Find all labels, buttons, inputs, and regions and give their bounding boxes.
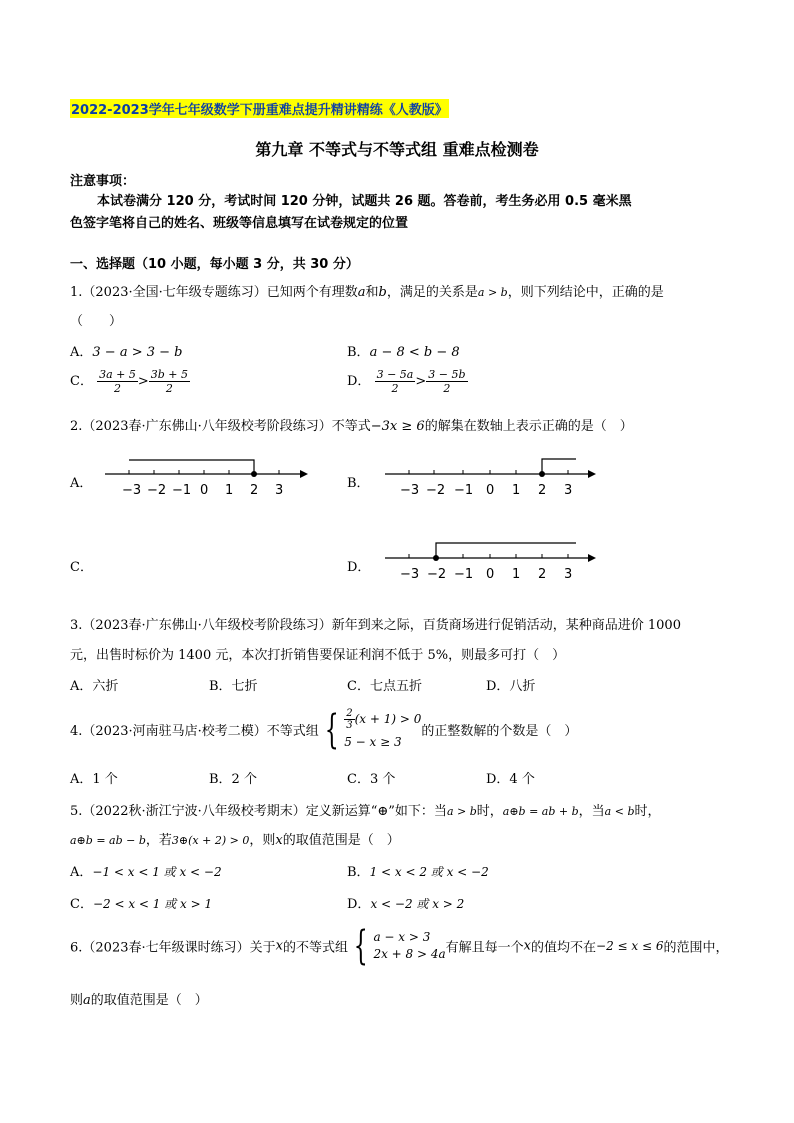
q4-option-d: D．4 个 [486, 772, 535, 787]
q1-option-a [70, 341, 182, 360]
tick-label: 1 [512, 567, 521, 582]
q2-number-line-b [380, 452, 600, 502]
q5-option-b: B．1 < x < 2 或 x < −2 [347, 865, 489, 880]
q2-a-endpoint-dot [251, 471, 257, 477]
question-2 [70, 415, 633, 434]
tick-label: −1 [454, 483, 474, 498]
q4-option-c: C．3 个 [347, 772, 396, 787]
tick-label: 2 [538, 567, 547, 582]
q2-option-d-label: D． [347, 560, 371, 575]
q1-prefix: 1.（2023·全国·七年级专题练习）已知两个有理数 [70, 285, 358, 300]
series-banner: 2022-2023学年七年级数学下册重难点提升精讲精练《人教版》 [70, 99, 449, 118]
tick-label: 3 [564, 483, 573, 498]
q3-option-c: C．七点五折 [347, 679, 422, 694]
q3-option-d: D．八折 [486, 679, 536, 694]
q3-option-a: A．六折 [70, 679, 119, 694]
q1-option-d-frac-2: $\frac{3 - 5b}{2}$ [428, 368, 466, 395]
q2-a-solution-ray [129, 460, 254, 474]
tick-label: 3 [275, 483, 284, 498]
q1-option-c-label: C． [70, 374, 93, 389]
notice-heading: 注意事项： [70, 174, 136, 189]
q1-and: 和 [365, 285, 379, 300]
q1-suffix: ，则下列结论中，正确的是 [507, 285, 664, 300]
q3-line-1: 3.（2023春·广东佛山·八年级校考阶段练习）新年到来之际，百货商场进行促销活动，某种商品进价 1000 [70, 618, 681, 633]
q1-relation: a > b [477, 286, 508, 299]
q3-line-2: 元，出售时标价为 1400 元，本次打折销售要保证利润不低于 5%，则最多可打（ ） [70, 648, 566, 663]
tick-label: 2 [538, 483, 547, 498]
q4-suffix: 的正整数解的个数是（ ） [421, 724, 578, 739]
tick-label: −2 [426, 483, 446, 498]
q4-system: $\frac{2}{3}$ (x + 1) > 0 5 − x ≥ 3 [344, 708, 422, 749]
q5-line-2: a⊕b = ab − b，若3⊕(x + 2) > 0，则x的取值范围是（ ） [70, 833, 400, 848]
section-heading: 一、选择题（10 小题，每小题 3 分，共 30 分） [70, 257, 359, 272]
q1-option-b [347, 341, 460, 360]
q1-option-b-label: B． [347, 345, 370, 360]
q6-system: a − x > 3 2x + 8 > 4a [373, 930, 446, 961]
q2-d-endpoint-dot [433, 555, 439, 561]
q2-option-c-label: C． [70, 560, 93, 575]
q1-option-c-frac-2: $\frac{3b + 5}{2}$ [150, 368, 189, 395]
q3-option-b: B．七折 [209, 679, 258, 694]
q6-brace: { [353, 923, 368, 969]
q1-option-c-frac-1: $\frac{3a + 5}{2}$ [99, 368, 136, 395]
q4-brace: { [324, 706, 339, 753]
q5-line-1: 5.（2022秋·浙江宁波·八年级校考期末）定义新运算“⊕”如下：当a > b时，a⊕b = ab + b，当a < b时， [70, 804, 661, 819]
tick-label: −1 [454, 567, 474, 582]
q2-b-solution-ray [542, 459, 576, 474]
q2-d-solution-ray [436, 543, 576, 558]
q1-option-a-expr: 3 − a > 3 − b [92, 345, 183, 360]
tick-label: 0 [486, 567, 495, 582]
q1-option-d-frac-1: $\frac{3 - 5a}{2}$ [376, 368, 414, 395]
q1-var-b: b [378, 285, 387, 300]
q2-number-line-a [100, 452, 310, 502]
q1-option-d-label: D． [347, 374, 371, 389]
tick-label: 0 [200, 483, 209, 498]
tick-label: −3 [400, 567, 420, 582]
q2-suffix: 的解集在数轴上表示正确的是（ ） [424, 419, 633, 434]
q2-prefix: 2.（2023春·广东佛山·八年级校考阶段练习）不等式 [70, 419, 371, 434]
q1-option-a-label: A． [70, 345, 93, 360]
q4-prefix: 4.（2023·河南驻马店·校考二模）不等式组 [70, 724, 319, 739]
page-title: 第九章 不等式与不等式组 重难点检测卷 [255, 140, 539, 159]
tick-label: −2 [147, 483, 167, 498]
q2-option-b-label: B． [347, 476, 370, 491]
tick-label: 1 [512, 483, 521, 498]
q6-line-2: 则a的取值范围是（ ） [70, 993, 208, 1008]
tick-label: −3 [122, 483, 142, 498]
q1-option-b-expr: a − 8 < b − 8 [369, 345, 460, 360]
tick-label: 2 [250, 483, 259, 498]
tick-label: −1 [172, 483, 192, 498]
notice-line-1: 本试卷满分 120 分，考试时间 120 分钟，试题共 26 题。答卷前，考生务必用 0.5 毫米黑 [97, 194, 632, 209]
tick-label: 3 [564, 567, 573, 582]
q1-mid: ，满足的关系是 [386, 285, 478, 300]
q2-inequality: −3x ≥ 6 [370, 419, 425, 434]
q4-option-b: B．2 个 [209, 772, 257, 787]
notice-line-2: 色签字笔将自己的姓名、班级等信息填写在试卷规定的位置 [70, 216, 409, 231]
q1-option-c: C． $\frac{3a + 5}{2}$ > $\frac{3b + 5}{2}$ [70, 368, 189, 395]
tick-label: 0 [486, 483, 495, 498]
question-4 [70, 708, 577, 751]
q2-b-endpoint-dot [539, 471, 545, 477]
q5-option-d: D．x < −2 或 x > 2 [347, 897, 465, 912]
tick-label: −3 [400, 483, 420, 498]
q2-number-line-d [380, 536, 600, 586]
question-1 [70, 281, 664, 300]
tick-label: 1 [225, 483, 234, 498]
tick-label: −2 [427, 567, 447, 582]
q5-option-c: C．−2 < x < 1 或 x > 1 [70, 897, 213, 912]
q1-option-d: D． $\frac{3 - 5a}{2}$ > $\frac{3 - 5b}{2}$ [347, 368, 466, 395]
question-6: 6.（2023春·七年级课时练习）关于x的不等式组 { a − x > 3 2x + 8 > 4a 有解且每一个x的值均不在−2 ≤ x ≤ 6的范围中， [70, 923, 729, 969]
q5-option-a: A．−1 < x < 1 或 x < −2 [70, 865, 222, 880]
q1-blank: （ ） [70, 314, 123, 329]
q2-option-a-label: A． [70, 476, 93, 491]
q1-var-a: a [357, 285, 366, 300]
q4-option-a: A．1 个 [70, 772, 118, 787]
